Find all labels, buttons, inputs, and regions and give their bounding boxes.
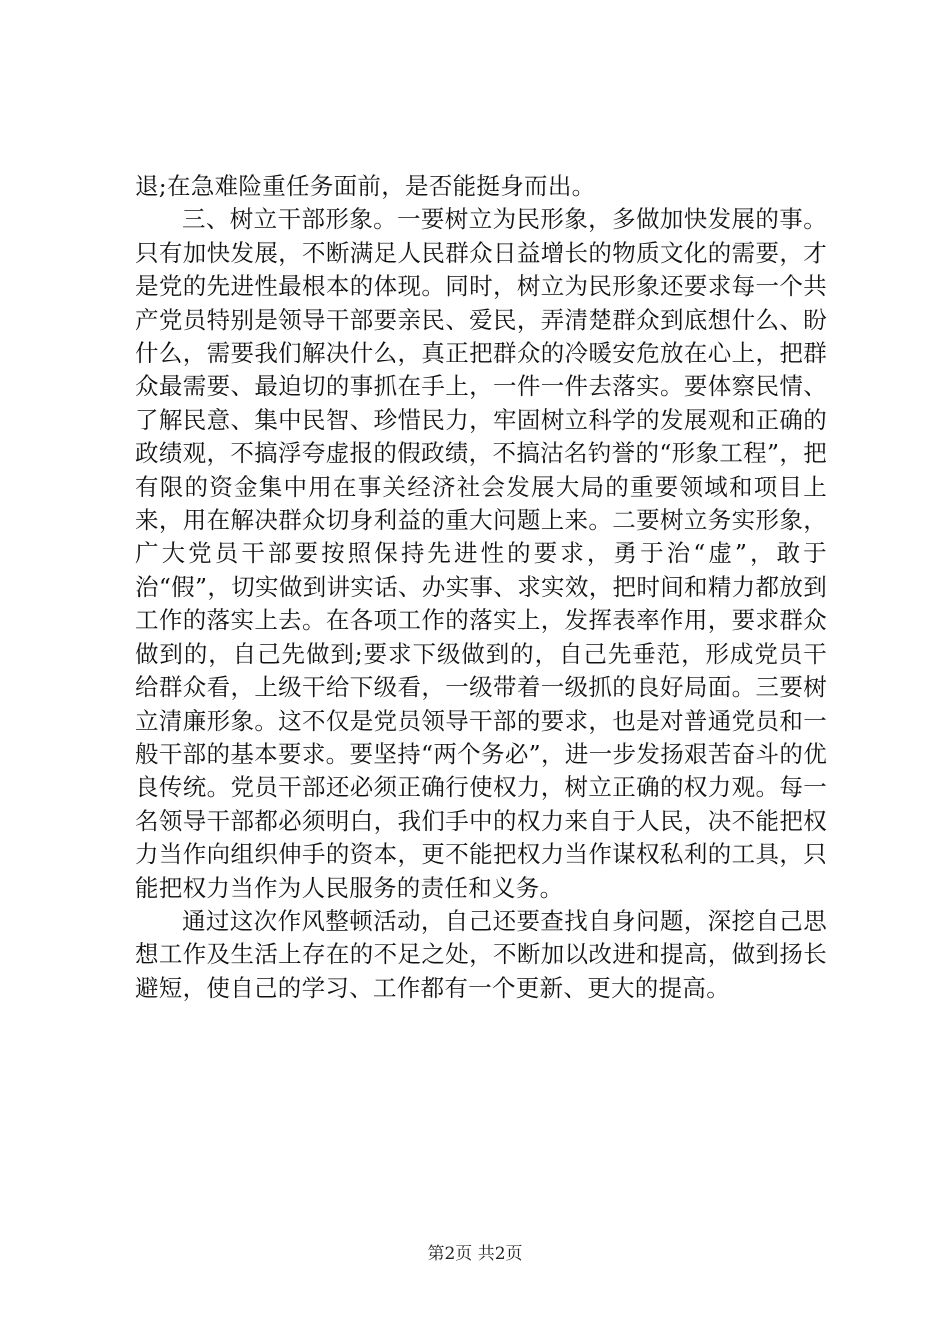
page-number-footer: 第2页 共2页	[427, 1244, 523, 1264]
document-body	[135, 170, 827, 1005]
paragraph-continuation: 退;在急难险重任务面前，是否能挺身而出。	[135, 172, 596, 200]
paragraph-cadre-image: 三、树立干部形象。一要树立为民形象，多做加快发展的事。只有加快发展，不断满足人民群众日益增长的物质文化的需要，才是党的先进性最根本的体现。同时，树立为民形象还要求每一个共产党员特别是领导干部要亲民、爱民，弄清楚群众到底想什么、盼什么，需要我们解决什么，真正把群众的冷暖安危放在心上，把群众最需要、最迫切的事抓在手上，一件一件去落实。要体察民情、了解民意、集中民智、珍惜民力，牢固树立科学的发展观和正确的政绩观，不搞浮夸虚报的假政绩，不搞沽名钓誉的“形象工程”，把有限的资金集中用在事关经济社会发展大局的重要领域和项目上来，用在解决群众切身利益的重大问题上来。二要树立务实形象，广大党员干部要按照保持先进性的要求，勇于治“虚”，敢于治“假”，切实做到讲实话、办实事、求实效，把时间和精力都放到工作的落实上去。在各项工作的落实上，发挥表率作用，要求群众做到的，自己先做到;要求下级做到的，自己先垂范，形成党员干给群众看，上级干给下级看，一级带着一级抓的良好局面。三要树立清廉形象。这不仅是党员领导干部的要求，也是对普通党员和一般干部的基本要求。要坚持“两个务必”，进一步发扬艰苦奋斗的优良传统。党员干部还必须正确行使权力，树立正确的权力观。每一名领导干部都必须明白，我们手中的权力来自于人民，决不能把权力当作向组织伸手的资本，更不能把权力当作谋权私利的工具，只能把权力当作为人民服务的责任和义务。	[135, 205, 827, 902]
paragraph-conclusion: 通过这次作风整顿活动，自己还要查找自身问题，深挖自己思想工作及生活上存在的不足之处，不断加以改进和提高，做到扬长避短，使自己的学习、工作都有一个更新、更大的提高。	[135, 906, 827, 1002]
